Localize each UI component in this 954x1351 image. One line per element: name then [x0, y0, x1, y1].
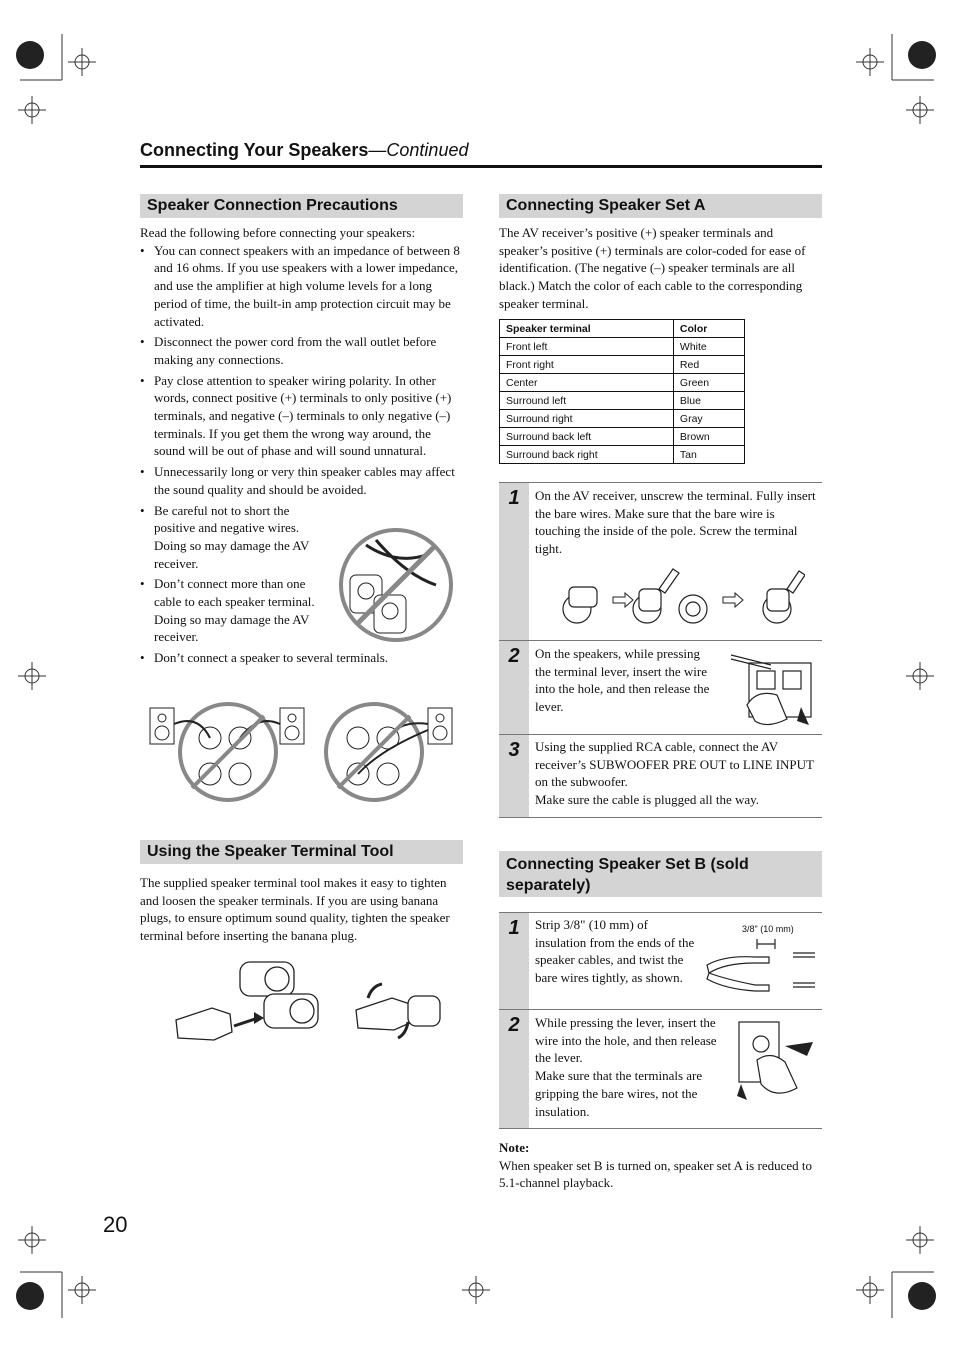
table-cell: Surround back left — [500, 428, 674, 446]
step-number: 2 — [499, 641, 529, 735]
list-item: • Be careful not to short the positive and negative wires. Doing so may damage the AV receiver. — [140, 502, 330, 573]
step-text: Using the supplied RCA cable, connect the AV receiver’s SUBWOOFER PRE OUT to LINE INPUT on the subwoofer. — [535, 739, 814, 790]
note-text: When speaker set B is turned on, speaker set A is reduced to 5.1-channel playback. — [499, 1157, 812, 1191]
step-text: While pressing the lever, insert the wire into the hole, and then release the lever. — [535, 1015, 717, 1066]
table-header: Color — [673, 320, 744, 338]
speaker-b-lever-illustration — [735, 1020, 819, 1100]
set-a-step-1 — [499, 482, 822, 641]
step-text: On the speakers, while pressing the terminal lever, insert the wire into the hole, and then release the lever. — [535, 646, 710, 715]
table-cell: White — [673, 338, 744, 356]
set-b-heading: Connecting Speaker Set B (sold separately) — [499, 851, 822, 897]
table-cell: Center — [500, 374, 674, 392]
set-b-note — [499, 1139, 822, 1192]
table-cell: Front right — [500, 356, 674, 374]
list-item: • You can connect speakers with an impedance of between 8 and 16 ohms. If you use speakers with a lower impedance, and use the amplifier at high volume levels for a long period of time, the built-in amp protection circuit may be activated. — [140, 242, 463, 331]
list-item: • Don’t connect a speaker to several terminals. — [140, 649, 463, 667]
step-text-secondary: Make sure that the terminals are gripping the bare wires, not the insulation. — [535, 1068, 703, 1119]
step-text: Strip 3/8" (10 mm) of insulation from the ends of the speaker cables, and twist the bare wires tightly, as shown. — [535, 917, 695, 986]
table-cell: Red — [673, 356, 744, 374]
table-cell: Surround right — [500, 410, 674, 428]
terminal-tool-illustration — [172, 958, 452, 1050]
header-title: Connecting Your Speakers — [140, 140, 369, 160]
table-row — [500, 374, 745, 392]
table-row — [500, 392, 745, 410]
set-a-step-2 — [499, 640, 822, 735]
list-item: • Disconnect the power cord from the wall outlet before making any connections. — [140, 333, 463, 368]
step-number: 2 — [499, 1010, 529, 1128]
wrong-wiring-illustration-1 — [148, 700, 308, 802]
step-number: 3 — [499, 735, 529, 817]
table-cell: Blue — [673, 392, 744, 410]
table-cell: Tan — [673, 446, 744, 464]
table-cell: Gray — [673, 410, 744, 428]
strip-wire-illustration — [705, 935, 819, 999]
strip-length-label: 3/8" (10 mm) — [742, 924, 794, 934]
table-cell: Surround back right — [500, 446, 674, 464]
no-short-illustration — [336, 525, 458, 643]
list-item: • Unnecessarily long or very thin speaker cables may affect the sound quality and should be avoided. — [140, 463, 463, 498]
tool-heading: Using the Speaker Terminal Tool — [140, 840, 463, 864]
precautions-intro: Read the following before connecting your speakers: — [140, 225, 416, 240]
speaker-lever-illustration — [727, 649, 817, 731]
step-number: 1 — [499, 913, 529, 1010]
tool-text: The supplied speaker terminal tool makes it easy to tighten and loosen the speaker terminals. If you are using banana plugs, to ensure optimum sound quality, tighten the speaker terminal before inserting the banana plug. — [140, 875, 450, 944]
list-item: • Pay close attention to speaker wiring polarity. In other words, connect positive (+) terminals to only positive (+) terminals, and negative (–) terminals to only negative (–) terminals. If you get them the wrong way around, the sound will be out of phase and will sound unnatural. — [140, 372, 463, 461]
table-header-row — [500, 320, 745, 338]
step-text-block — [535, 738, 822, 809]
set-b-step-2 — [499, 1009, 822, 1129]
table-header: Speaker terminal — [500, 320, 674, 338]
table-cell: Surround left — [500, 392, 674, 410]
table-cell: Green — [673, 374, 744, 392]
note-label: Note: — [499, 1140, 530, 1155]
table-row — [500, 338, 745, 356]
step-text: On the AV receiver, unscrew the terminal. Fully insert the bare wires. Make sure that the bare wire is touching the inside of the pole. Screw the terminal tight. — [535, 488, 816, 557]
set-a-heading: Connecting Speaker Set A — [499, 194, 822, 218]
table-row — [500, 356, 745, 374]
unscrew-terminal-illustration — [555, 567, 805, 633]
wrong-wiring-illustration-2 — [320, 700, 455, 802]
step-text-block — [535, 1014, 725, 1120]
table-row — [500, 428, 745, 446]
page-header — [140, 140, 468, 161]
table-cell: Brown — [673, 428, 744, 446]
precautions-heading: Speaker Connection Precautions — [140, 194, 463, 218]
set-a-step-3 — [499, 734, 822, 818]
table-cell: Front left — [500, 338, 674, 356]
step-number: 1 — [499, 483, 529, 641]
set-a-text: The AV receiver’s positive (+) speaker terminals and speaker’s positive (+) terminals are color-coded for ease of identification. (The negative (–) speaker terminals are all black.) Match the color of each cable to the corresponding speaker terminal. — [499, 225, 806, 311]
table-row — [500, 446, 745, 464]
header-continued: —Continued — [368, 140, 469, 160]
header-rule — [140, 165, 822, 168]
speaker-color-table — [499, 319, 745, 464]
list-item: • Don’t connect more than one cable to each speaker terminal. Doing so may damage the AV receiver. — [140, 575, 330, 646]
set-b-step-1 — [499, 912, 822, 1010]
page-number: 20 — [103, 1212, 128, 1237]
table-row — [500, 410, 745, 428]
step-text-secondary: Make sure the cable is plugged all the way. — [535, 792, 760, 808]
